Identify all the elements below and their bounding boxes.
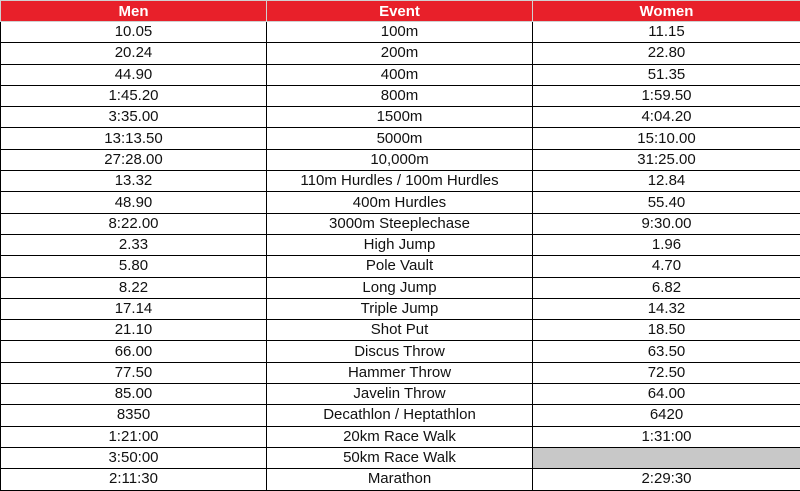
men-column-header: Men (1, 1, 267, 22)
event-column-header: Event (267, 1, 533, 22)
women-cell: 6.82 (533, 277, 800, 298)
event-cell: Marathon (267, 469, 533, 490)
women-cell: 2:29:30 (533, 469, 800, 490)
women-cell: 4:04.20 (533, 107, 800, 128)
table-row (1, 128, 800, 149)
women-cell: 6420 (533, 405, 800, 426)
event-cell: 50km Race Walk (267, 447, 533, 468)
men-cell: 8350 (1, 405, 267, 426)
men-cell: 44.90 (1, 64, 267, 85)
women-cell: 31:25.00 (533, 149, 800, 170)
table-row (1, 85, 800, 106)
women-cell: 22.80 (533, 43, 800, 64)
men-cell: 77.50 (1, 362, 267, 383)
event-cell: 400m Hurdles (267, 192, 533, 213)
event-cell: 20km Race Walk (267, 426, 533, 447)
event-cell: Discus Throw (267, 341, 533, 362)
table-row (1, 447, 800, 468)
women-cell: 4.70 (533, 256, 800, 277)
event-cell: 3000m Steeplechase (267, 213, 533, 234)
table-row (1, 64, 800, 85)
table-row (1, 22, 800, 43)
men-cell: 10.05 (1, 22, 267, 43)
women-cell: 1:31:00 (533, 426, 800, 447)
men-cell: 5.80 (1, 256, 267, 277)
event-cell: Javelin Throw (267, 384, 533, 405)
men-cell: 1:45.20 (1, 85, 267, 106)
event-cell: Pole Vault (267, 256, 533, 277)
men-cell: 8:22.00 (1, 213, 267, 234)
table-row (1, 426, 800, 447)
men-cell: 2:11:30 (1, 469, 267, 490)
women-cell: 63.50 (533, 341, 800, 362)
header-row (1, 1, 800, 22)
women-cell: 15:10.00 (533, 128, 800, 149)
event-cell: 200m (267, 43, 533, 64)
women-cell: 72.50 (533, 362, 800, 383)
men-cell: 3:35.00 (1, 107, 267, 128)
table-row (1, 171, 800, 192)
men-cell: 8.22 (1, 277, 267, 298)
women-cell: 18.50 (533, 320, 800, 341)
event-cell: 1500m (267, 107, 533, 128)
table-row (1, 149, 800, 170)
table-row (1, 234, 800, 255)
table-row (1, 277, 800, 298)
women-cell (533, 447, 800, 468)
women-cell: 14.32 (533, 298, 800, 319)
men-cell: 66.00 (1, 341, 267, 362)
table-row (1, 43, 800, 64)
men-cell: 13.32 (1, 171, 267, 192)
women-cell: 12.84 (533, 171, 800, 192)
men-cell: 21.10 (1, 320, 267, 341)
table-row (1, 384, 800, 405)
women-cell: 11.15 (533, 22, 800, 43)
event-cell: 10,000m (267, 149, 533, 170)
event-cell: Shot Put (267, 320, 533, 341)
table-row (1, 213, 800, 234)
event-cell: 400m (267, 64, 533, 85)
women-cell: 64.00 (533, 384, 800, 405)
table-row (1, 298, 800, 319)
table-body (1, 22, 800, 491)
men-cell: 85.00 (1, 384, 267, 405)
table-row (1, 405, 800, 426)
women-column-header: Women (533, 1, 800, 22)
event-cell: Hammer Throw (267, 362, 533, 383)
men-cell: 27:28.00 (1, 149, 267, 170)
table-row (1, 469, 800, 490)
event-cell: 800m (267, 85, 533, 106)
women-cell: 1.96 (533, 234, 800, 255)
event-cell: 100m (267, 22, 533, 43)
table-row (1, 320, 800, 341)
event-cell: Decathlon / Heptathlon (267, 405, 533, 426)
event-cell: 110m Hurdles / 100m Hurdles (267, 171, 533, 192)
event-cell: Long Jump (267, 277, 533, 298)
event-cell: High Jump (267, 234, 533, 255)
table-row (1, 362, 800, 383)
men-cell: 3:50:00 (1, 447, 267, 468)
women-cell: 55.40 (533, 192, 800, 213)
men-cell: 13:13.50 (1, 128, 267, 149)
men-cell: 17.14 (1, 298, 267, 319)
table-row (1, 341, 800, 362)
men-cell: 48.90 (1, 192, 267, 213)
women-cell: 51.35 (533, 64, 800, 85)
table-row (1, 256, 800, 277)
event-cell: Triple Jump (267, 298, 533, 319)
women-cell: 1:59.50 (533, 85, 800, 106)
men-cell: 1:21:00 (1, 426, 267, 447)
event-cell: 5000m (267, 128, 533, 149)
table-row (1, 192, 800, 213)
men-cell: 20.24 (1, 43, 267, 64)
women-cell: 9:30.00 (533, 213, 800, 234)
table-row (1, 107, 800, 128)
men-cell: 2.33 (1, 234, 267, 255)
